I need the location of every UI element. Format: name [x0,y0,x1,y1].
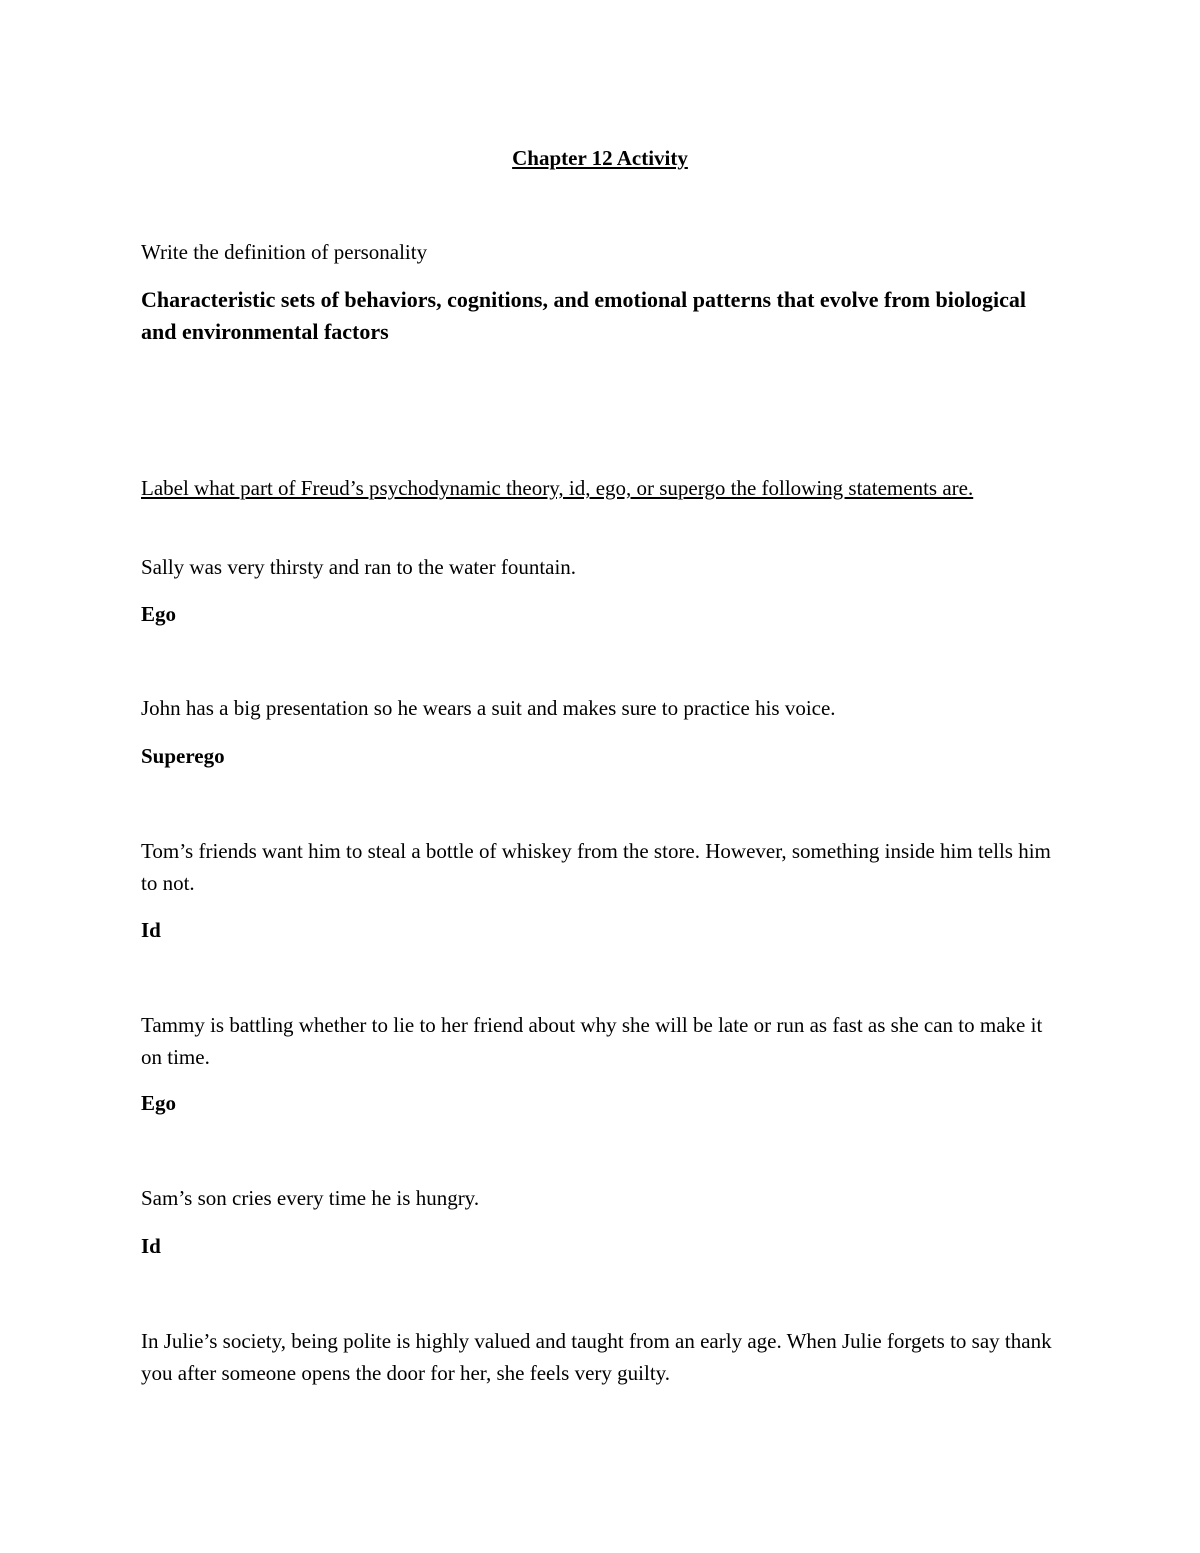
statement-5: Sam’s son cries every time he is hungry. [141,1186,480,1210]
freud-instruction: Label what part of Freud’s psychodynamic theory, id, ego, or supergo the following statements are. [141,476,974,500]
page-title: Chapter 12 Activity [512,146,688,170]
definition-answer: Characteristic sets of behaviors, cognitions, and emotional patterns that evolve from biological and environmental factors [141,287,1027,344]
answer-1: Ego [141,602,177,626]
answer-4: Ego [141,1091,177,1115]
answer-2: Superego [141,744,225,768]
statement-4: Tammy is battling whether to lie to her friend about why she will be late or run as fast as she can to make it on time. [141,1013,1043,1069]
statement-6: In Julie’s society, being polite is highly valued and taught from an early age. When Julie forgets to say thank you after someone opens the door for her, she feels very guilty. [141,1329,1052,1385]
statement-2: John has a big presentation so he wears a suit and makes sure to practice his voice. [141,696,836,720]
definition-prompt: Write the definition of personality [141,240,428,264]
statement-3: Tom’s friends want him to steal a bottle of whiskey from the store. However, something inside him tells him to not. [141,839,1051,895]
answer-3: Id [141,918,161,942]
statement-1: Sally was very thirsty and ran to the water fountain. [141,555,577,579]
answer-5: Id [141,1234,161,1258]
